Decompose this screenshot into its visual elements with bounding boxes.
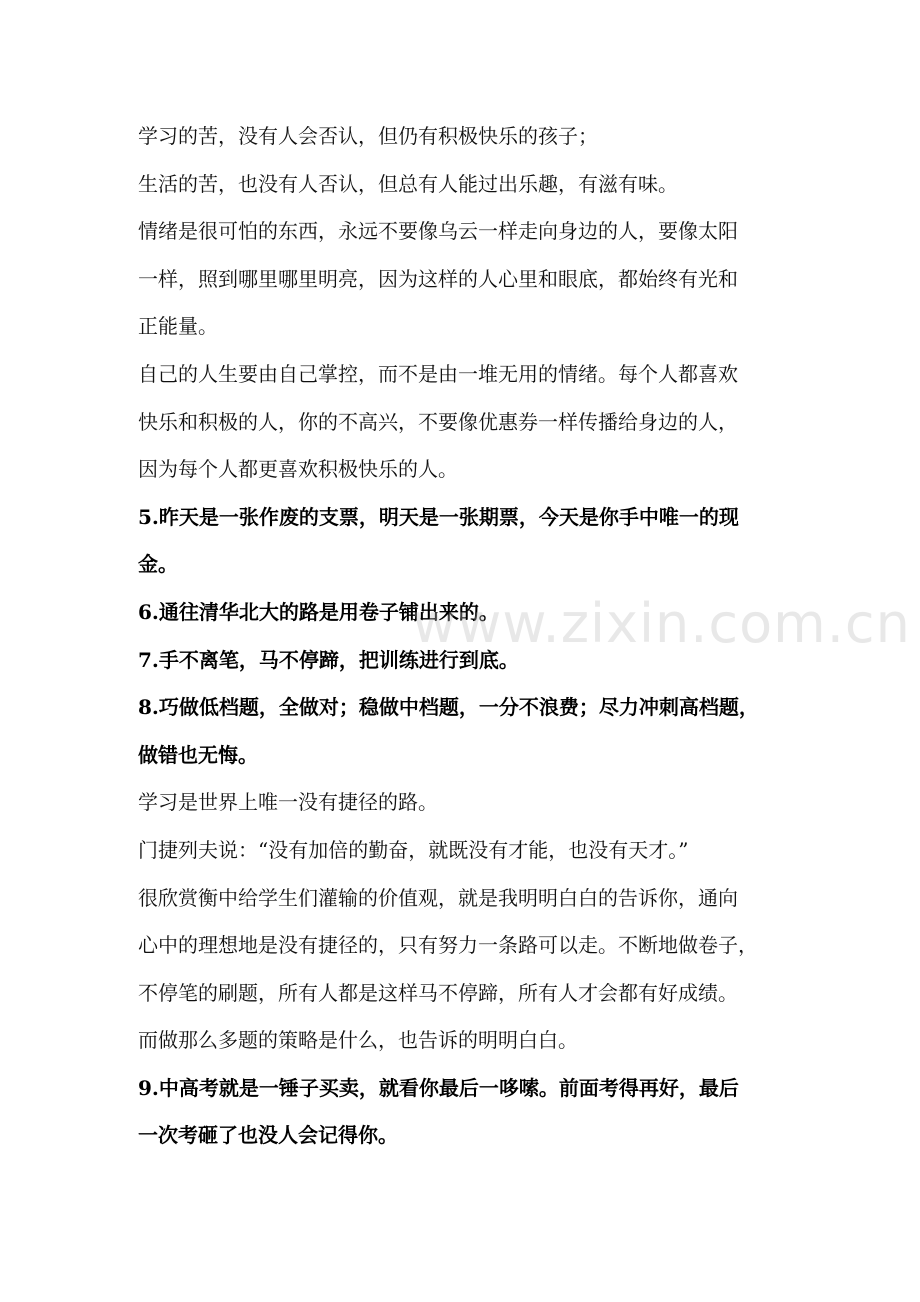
text-line: 一样，照到哪里哪里明亮，因为这样的人心里和眼底，都始终有光和 [138,266,738,291]
watermark: www.zixin.com.cn [412,592,911,655]
text-line: 很欣赏衡中给学生们灌输的价值观，就是我明明白白的告诉你，通向 [138,885,738,910]
text-line: 门捷列夫说：“没有加倍的勤奋，就既没有才能，也没有天才。” [138,837,689,862]
text-line: 学习是世界上唯一没有捷径的路。 [138,790,438,815]
text-line: 生活的苦，也没有人否认，但总有人能过出乐趣，有滋有味。 [138,171,678,196]
text-line: 而做那么多题的策略是什么，也告诉的明明白白。 [138,1028,578,1053]
text-line: 9.中高考就是一锤子买卖，就看你最后一哆嗦。前面考得再好，最后 [138,1075,739,1100]
text-line: 正能量。 [138,314,218,339]
document-body [138,113,798,1160]
text-line: 快乐和积极的人，你的不高兴，不要像优惠券一样传播给身边的人， [138,409,738,434]
text-line: 学习的苦，没有人会否认，但仍有积极快乐的孩子； [138,124,598,148]
text-line: 不停笔的刷题，所有人都是这样马不停蹄，所有人才会都有好成绩。 [138,980,738,1005]
text-line: 7.手不离笔，马不停蹄，把训练进行到底。 [138,647,519,672]
text-line: 心中的理想地是没有捷径的，只有努力一条路可以走。不断地做卷子， [138,933,758,958]
text-line: 金。 [138,552,178,577]
text-line: 情绪是很可怕的东西，永远不要像乌云一样走向身边的人，要像太阳 [138,219,738,244]
text-line: 因为每个人都更喜欢积极快乐的人。 [138,457,458,482]
text-line: 6.通往清华北大的路是用卷子铺出来的。 [138,599,499,624]
text-line: 8.巧做低档题，全做对；稳做中档题，一分不浪费；尽力冲刺高档题， [138,695,759,720]
text-line: 一次考砸了也没人会记得你。 [138,1123,398,1148]
text-line: 自己的人生要由自己掌控，而不是由一堆无用的情绪。每个人都喜欢 [138,361,738,386]
text-line: 5.昨天是一张作废的支票，明天是一张期票，今天是你手中唯一的现 [138,504,739,529]
text-line: 做错也无悔。 [138,742,258,767]
